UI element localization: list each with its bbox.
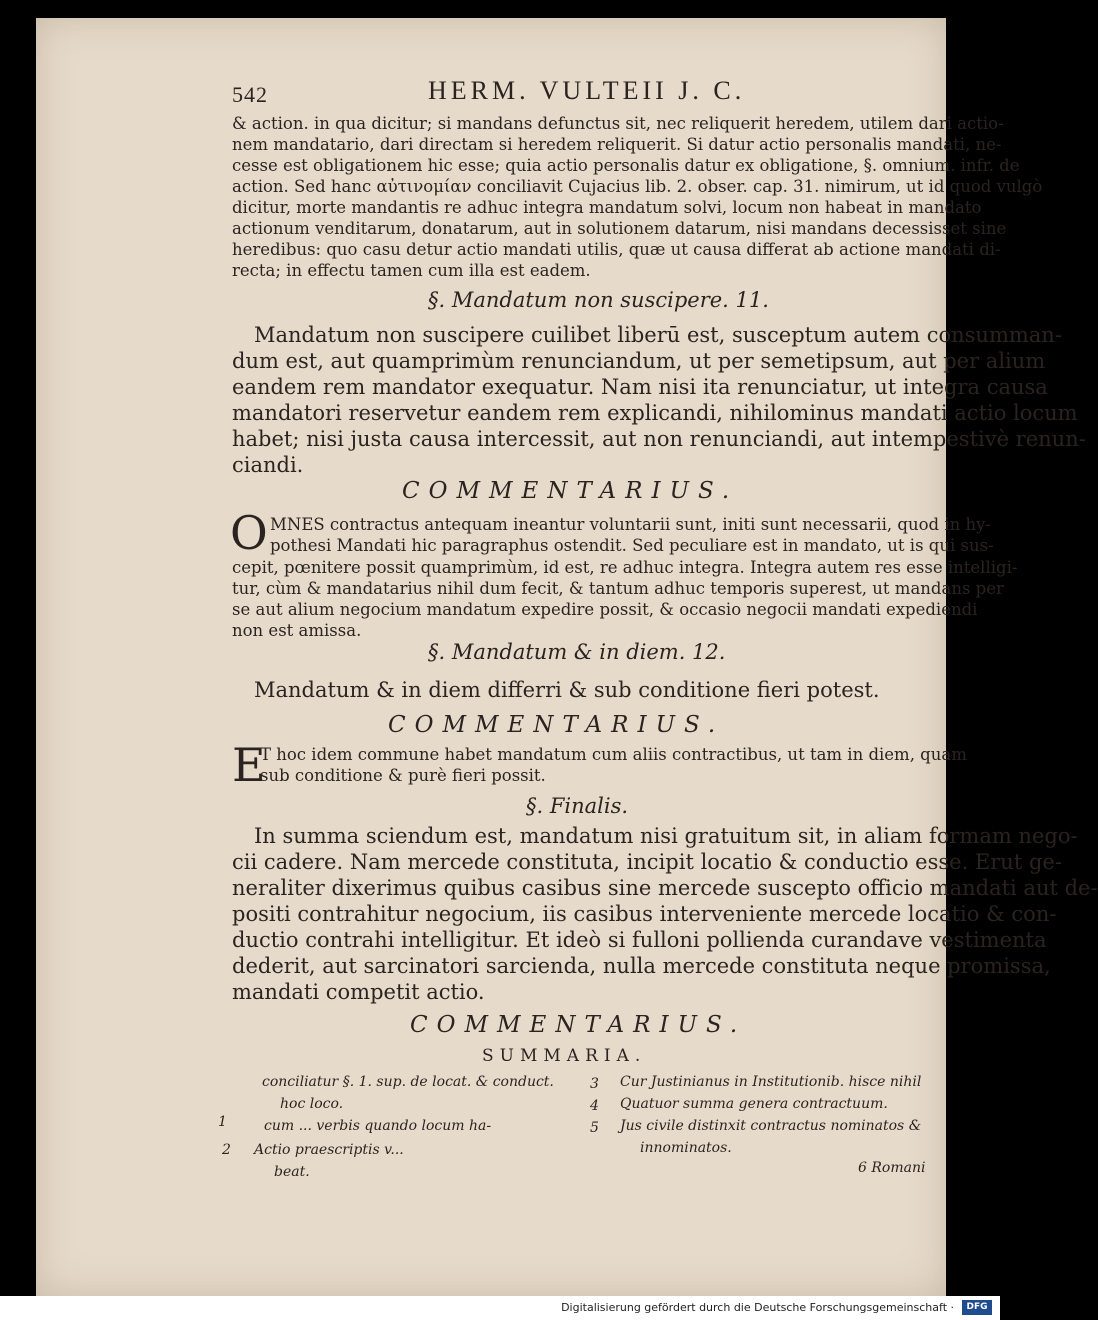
text-line: positi contrahitur negocium, iis casibus interveniente mercede locatio & con-: [232, 902, 1057, 926]
text-line: dum est, aut quamprimùm renunciandum, ut per semetipsum, aut per alium: [232, 349, 1046, 373]
text-line: Mandatum & in diem differri & sub conditione fieri potest.: [254, 678, 880, 702]
page-number: 542: [232, 82, 268, 107]
text-line: heredibus: quo casu detur actio mandati utilis, quæ ut causa differat ab actione mandati di-: [232, 240, 1001, 259]
text-line: ciandi.: [232, 453, 304, 477]
section-heading: §. Finalis.: [526, 794, 629, 818]
section-heading: §. Mandatum & in diem. 12.: [428, 640, 726, 664]
text-line: cepit, pœnitere possit quamprimùm, id est, re adhuc integra. Integra autem res esse intelligi-: [232, 558, 1018, 577]
text-line: recta; in effectu tamen cum illa est eadem.: [232, 261, 591, 280]
text-line: cii cadere. Nam mercede constituta, incipit locatio & conductio esse. Erut ge-: [232, 850, 1062, 874]
text-line: Mandatum non suscipere cuilibet liberū est, susceptum autem consumman-: [254, 323, 1062, 347]
text-line: nem mandatario, dari directam si heredem reliquerit. Si datur actio personalis mandati, ne-: [232, 135, 1002, 154]
text-line: eandem rem mandator exequatur. Nam nisi ita renunciatur, ut integra causa: [232, 375, 1048, 399]
text-line: actionum venditarum, donatarum, aut in solutionem datarum, nisi mandans decessisset sine: [232, 219, 1007, 238]
text-line: action. Sed hanc αὐτινομίαν conciliavit Cujacius lib. 2. obser. cap. 31. nimirum, ut id quod vulgò: [232, 177, 1043, 196]
summaria-left-entry: beat.: [274, 1164, 310, 1180]
text-line: ductio contrahi intelligitur. Et ideò si fulloni pollienda curandave vestimenta: [232, 928, 1047, 952]
text-line: In summa sciendum est, mandatum nisi gratuitum sit, in aliam formam nego-: [254, 824, 1078, 848]
catchword: 6 Romani: [858, 1160, 926, 1176]
summaria-number: 4: [590, 1098, 599, 1114]
initial-letter: O: [230, 506, 268, 560]
commentarius-heading: COMMENTARIUS.: [402, 478, 739, 504]
funding-notice: Digitalisierung gefördert durch die Deutsche Forschungsgemeinschaft ·: [561, 1301, 954, 1314]
text-line: non est amissa.: [232, 621, 362, 640]
summaria-left-entry: hoc loco.: [280, 1096, 344, 1112]
text-line: dederit, aut sarcinatori sarcienda, nulla mercede constituta neque promissa,: [232, 954, 1051, 978]
text-line: dicitur, morte mandantis re adhuc integra mandatum solvi, locum non habeat in mandato: [232, 198, 982, 217]
summaria-number: 2: [222, 1142, 231, 1158]
text-line: neraliter dixerimus quibus casibus sine mercede suscepto officio mandati aut de-: [232, 876, 1098, 900]
footer-bar: [0, 1296, 1000, 1320]
book-page: [36, 18, 1098, 1296]
text-line: MNES contractus antequam ineantur voluntarii sunt, initi sunt necessarii, quod in hy-: [270, 515, 992, 534]
summaria-right-entry: innominatos.: [640, 1140, 732, 1156]
text-line: habet; nisi justa causa intercessit, aut non renunciandi, aut intempestivè renun-: [232, 427, 1086, 451]
text-line: mandatori reservetur eandem rem explicandi, nihilominus mandati actio locum: [232, 401, 1078, 425]
text-line: T hoc idem commune habet mandatum cum aliis contractibus, ut tam in diem, quam: [260, 745, 967, 764]
text-line: se aut alium negocium mandatum expedire possit, & occasio negocii mandati expediendi: [232, 600, 978, 619]
section-heading: §. Mandatum non suscipere. 11.: [428, 288, 769, 312]
summaria-right-entry: Jus civile distinxit contractus nominatos &: [620, 1118, 922, 1134]
summaria-number: 3: [590, 1076, 599, 1092]
running-title: HERM. VULTEII J. C.: [428, 76, 746, 105]
text-line: sub conditione & purè fieri possit.: [260, 766, 546, 785]
text-line: tur, cùm & mandatarius nihil dum fecit, & tantum adhuc temporis superest, ut mandans per: [232, 579, 1004, 598]
summaria-right-entry: Cur Justinianus in Institutionib. hisce nihil: [620, 1074, 922, 1090]
dfg-logo: DFG: [962, 1300, 992, 1315]
summaria-number: 5: [590, 1120, 599, 1136]
summaria-number: 1: [218, 1114, 227, 1130]
summaria-left-entry: conciliatur §. 1. sup. de locat. & conduct.: [262, 1074, 554, 1090]
text-line: mandati competit actio.: [232, 980, 485, 1004]
text-line: cesse est obligationem hic esse; quia actio personalis datur ex obligatione, §. omnium. infr. de: [232, 156, 1020, 175]
commentarius-heading: COMMENTARIUS.: [410, 1012, 747, 1038]
summaria-left-entry: cum ... verbis quando locum ha-: [264, 1118, 492, 1134]
initial-letter: E: [232, 738, 266, 792]
summaria-left-entry: Actio praescriptis v...: [254, 1142, 404, 1158]
text-line: pothesi Mandati hic paragraphus ostendit. Sed peculiare est in mandato, ut is qui sus-: [270, 536, 994, 555]
summaria-heading: SUMMARIA.: [482, 1046, 647, 1066]
commentarius-heading: COMMENTARIUS.: [388, 712, 725, 738]
text-line: & action. in qua dicitur; si mandans defunctus sit, nec reliquerit heredem, utilem dari actio-: [232, 114, 1004, 133]
summaria-right-entry: Quatuor summa genera contractuum.: [620, 1096, 888, 1112]
